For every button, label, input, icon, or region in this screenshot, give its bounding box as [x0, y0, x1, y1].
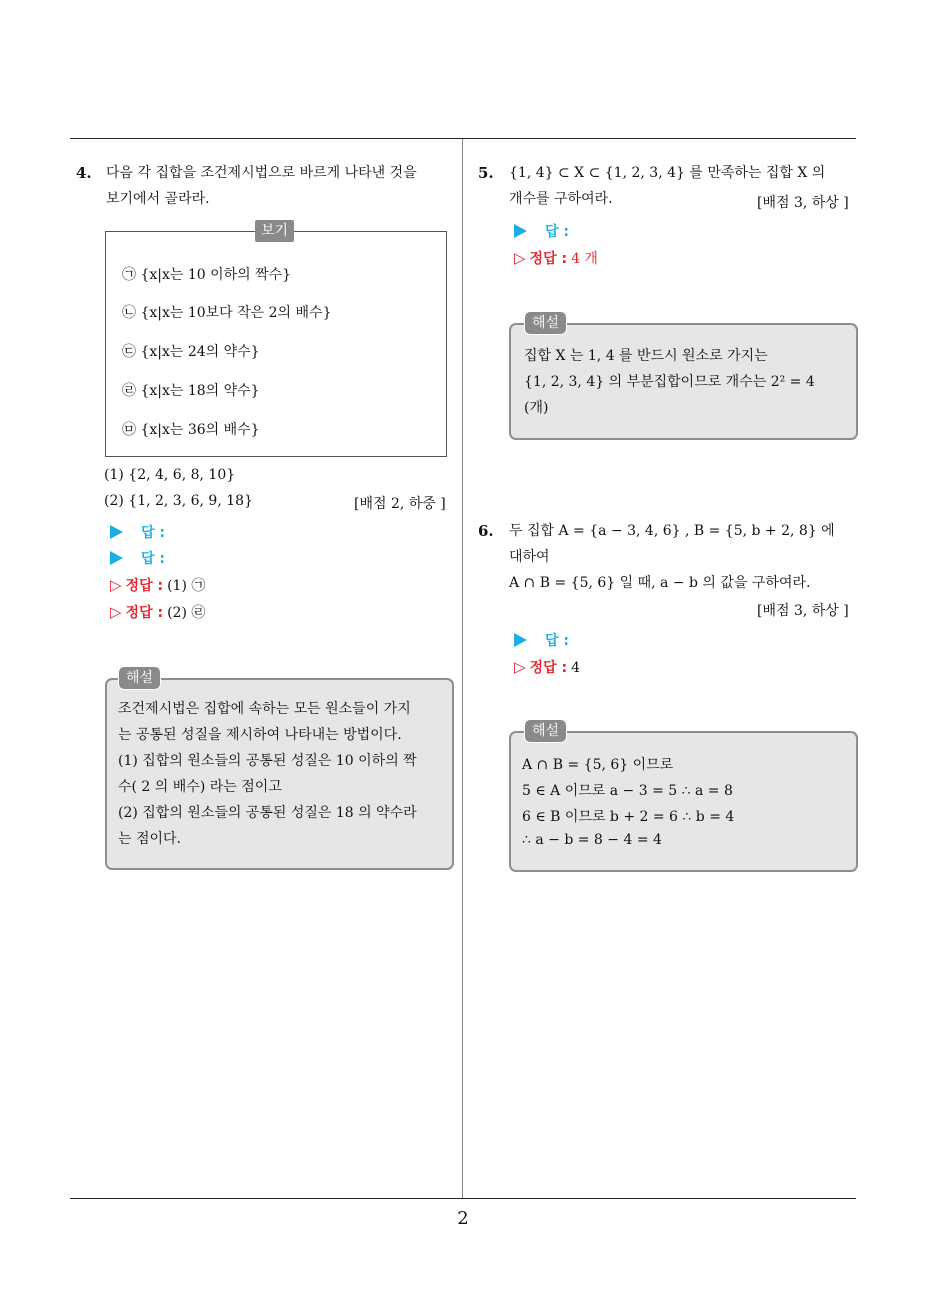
correct-answer-value: (1) ㉠: [167, 578, 206, 594]
solution-line: 는 점이다.: [118, 831, 181, 847]
solution-label: 해설: [524, 719, 567, 743]
bogi-label: 보기: [255, 220, 294, 242]
bogi-item: ㉣ {x|x는 18의 약수}: [122, 383, 260, 399]
question-number: 4.: [76, 164, 92, 182]
answer-row[interactable]: [110, 522, 165, 542]
page-number: 2: [457, 1208, 469, 1229]
solution-line: (개): [524, 400, 549, 416]
solution-line: 는 공통된 성질을 제시하여 나타내는 방법이다.: [118, 727, 402, 743]
question-number: 5.: [478, 164, 494, 182]
correct-answer-value: 4: [571, 660, 580, 676]
solution-line: 6 ∈ B 이므로 b + 2 = 6 ∴ b = 4: [522, 809, 735, 825]
sub-question-1: (1) {2, 4, 6, 8, 10}: [104, 467, 236, 483]
score-tag: [배점 3, 하상 ]: [757, 195, 849, 211]
solution-line: 5 ∈ A 이므로 a − 3 = 5 ∴ a = 8: [522, 783, 733, 799]
top-rule: [70, 138, 856, 139]
answer-label: 답 :: [141, 551, 165, 567]
answer-label: 답 :: [545, 633, 569, 649]
outline-triangle-icon: ▷: [110, 576, 122, 594]
bogi-item: ㉤ {x|x는 36의 배수}: [122, 422, 260, 438]
correct-answer-row: [514, 657, 580, 677]
outline-triangle-icon: ▷: [514, 658, 526, 676]
solution-line: ∴ a − b = 8 − 4 = 4: [522, 832, 662, 848]
score-tag: [배점 3, 하상 ]: [757, 603, 849, 619]
question-text-line: 다음 각 집합을 조건제시법으로 바르게 나타낸 것을: [106, 165, 417, 181]
solution-line: A ∩ B = {5, 6} 이므로: [522, 757, 674, 773]
solution-line: (2) 집합의 원소들의 공통된 성질은 18 의 약수라: [118, 805, 417, 821]
solution-box: [509, 731, 858, 872]
correct-label: 정답 :: [125, 605, 164, 621]
solution-label: 해설: [118, 666, 161, 690]
bottom-rule: [70, 1198, 856, 1199]
correct-label: 정답 :: [125, 578, 164, 594]
correct-answer-value: 4 개: [571, 251, 598, 267]
solution-line: 집합 X 는 1, 4 를 반드시 원소로 가지는: [524, 348, 768, 364]
play-triangle-icon: [514, 224, 527, 238]
solution-line: {1, 2, 3, 4} 의 부분집합이므로 개수는 2² = 4: [524, 374, 815, 390]
question-text-line: 보기에서 골라라.: [106, 191, 210, 207]
bogi-item: ㉡ {x|x는 10보다 작은 2의 배수}: [122, 305, 332, 321]
play-triangle-icon: [514, 633, 527, 647]
solution-line: (1) 집합의 원소들의 공통된 성질은 10 이하의 짝: [118, 753, 417, 769]
score-tag: [배점 2, 하중 ]: [354, 496, 446, 512]
correct-answer-row: [110, 575, 205, 595]
correct-answer-value: (2) ㉣: [167, 605, 206, 621]
question-text-line: 대하여: [509, 549, 550, 565]
question-text-line: {1, 4} ⊂ X ⊂ {1, 2, 3, 4} 를 만족하는 집합 X 의: [509, 165, 826, 181]
question-number: 6.: [478, 522, 494, 540]
answer-row[interactable]: [110, 548, 165, 568]
question-text-line: A ∩ B = {5, 6} 일 때, a − b 의 값을 구하여라.: [509, 575, 811, 591]
bogi-item: ㉢ {x|x는 24의 약수}: [122, 344, 260, 360]
correct-answer-row: [514, 248, 598, 268]
solution-line: 수( 2 의 배수) 라는 점이고: [118, 779, 282, 795]
solution-label: 해설: [524, 311, 567, 335]
bogi-item: ㉠ {x|x는 10 이하의 짝수}: [122, 267, 292, 283]
outline-triangle-icon: ▷: [514, 249, 526, 267]
outline-triangle-icon: ▷: [110, 603, 122, 621]
column-divider: [462, 139, 463, 1199]
play-triangle-icon: [110, 551, 123, 565]
correct-label: 정답 :: [529, 660, 568, 676]
sub-question-2: (2) {1, 2, 3, 6, 9, 18}: [104, 493, 253, 509]
answer-label: 답 :: [141, 525, 165, 541]
answer-row[interactable]: [514, 630, 569, 650]
answer-row[interactable]: [514, 221, 569, 241]
correct-answer-row: [110, 602, 205, 622]
solution-line: 조건제시법은 집합에 속하는 모든 원소들이 가지: [118, 701, 411, 717]
correct-label: 정답 :: [529, 251, 568, 267]
question-text-line: 개수를 구하여라.: [509, 191, 613, 207]
question-text-line: 두 집합 A = {a − 3, 4, 6} , B = {5, b + 2, 8} 에: [509, 523, 835, 539]
answer-label: 답 :: [545, 224, 569, 240]
play-triangle-icon: [110, 525, 123, 539]
